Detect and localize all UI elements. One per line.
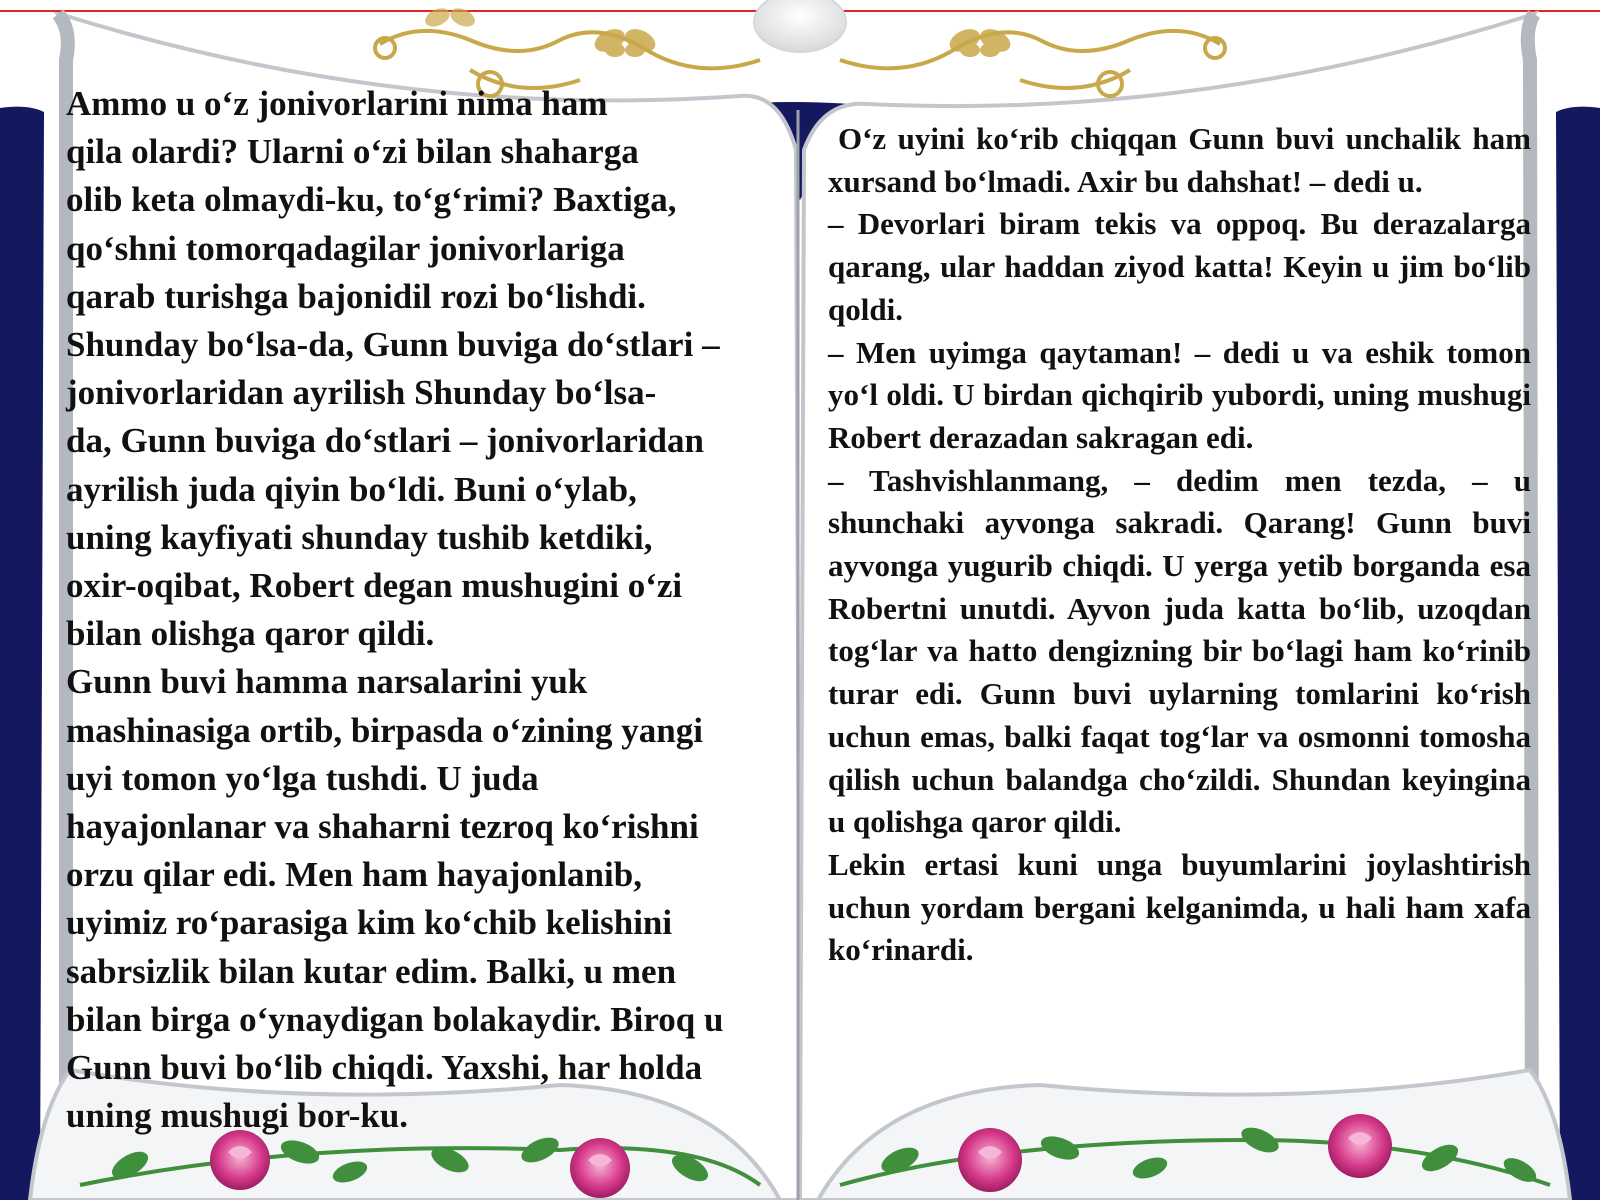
text-line: uning mushugi bor-ku. — [66, 1096, 409, 1136]
paragraph: Lekin ertasi kuni unga buyumlarini joylashtirish uchun yordam bergani kelganimda, u hali ham xafa ko‘rinardi. — [828, 846, 1531, 968]
right-page-text — [828, 118, 1531, 972]
text-line: uyi tomon yo‘lga tushdi. U juda — [66, 758, 539, 798]
text-line: mashinasiga ortib, birpasda o‘zining yangi — [66, 710, 703, 750]
text-line: bilan birga o‘ynaydigan bolakaydir. Biroq u — [66, 999, 724, 1039]
text-line: Shunday bo‘lsa-da, Gunn buviga do‘stlari – — [66, 325, 720, 365]
text-line: da, Gunn buviga do‘stlari – jonivorlaridan — [66, 421, 704, 461]
text-line: Ammo u o‘z jonivorlarini nima ham — [66, 84, 608, 123]
text-line: jonivorlaridan ayrilish Shunday bo‘lsa- — [66, 373, 657, 413]
text-line: oxir-oqibat, Robert degan mushugini o‘zi — [66, 566, 683, 606]
left-page-text — [66, 80, 816, 1140]
text-line: hayajonlanar va shaharni tezroq ko‘rishni — [66, 807, 699, 847]
rose-icon — [958, 1128, 1022, 1192]
paragraph: – Devorlari biram tekis va oppoq. Bu derazalarga qarang, ular haddan ziyod katta! Keyin u jim bo‘lib qoldi. — [828, 206, 1531, 327]
text-line: ayrilish juda qiyin bo‘ldi. Buni o‘ylab, — [66, 469, 637, 509]
text-line: uning kayfiyati shunday tushib ketdiki, — [66, 517, 653, 557]
text-line: qila olardi? Ularni o‘zi bilan shaharga — [66, 132, 639, 172]
text-line: Gunn buvi hamma narsalarini yuk — [66, 662, 588, 702]
butterfly-icon — [946, 25, 1014, 57]
cover-left — [0, 107, 44, 1200]
paragraph: – Men uyimga qaytaman! – dedi u va eshik tomon yo‘l oldi. U birdan qichqirib yubordi, uning mushugi Robert derazadan sakragan edi. — [828, 334, 1531, 455]
pearl-ornament — [754, 0, 846, 52]
text-line: qo‘shni tomorqadagilar jonivorlariga — [66, 228, 625, 268]
paragraph: O‘z uyini ko‘rib chiqqan Gunn buvi unchalik ham xursand bo‘lmadi. Axir bu dahshat! – dedi u. — [828, 121, 1531, 199]
butterfly-icon — [422, 5, 477, 30]
rose-icon — [570, 1138, 630, 1198]
text-line: bilan olishga qaror qildi. — [66, 614, 435, 654]
text-line: orzu qilar edi. Men ham hayajonlanib, — [66, 855, 642, 895]
text-line: olib keta olmaydi-ku, to‘g‘rimi? Baxtiga, — [66, 180, 677, 220]
text-line: sabrsizlik bilan kutar edim. Balki, u men — [66, 951, 677, 991]
paragraph: – Tashvishlanmang, – dedim men tezda, – u shunchaki ayvonga sakradi. Qarang! Gunn buvi ayvonga yugurib chiqdi. U yerga yetib borganda esa Robertni unutdi. Ayvon juda katta bo‘lib, uzoqdan tog‘lar va hatto dengizning bir bo‘lagi ham ko‘rinib turar edi. Gunn buvi uylarning tomlarini ko‘rish uchun emas, balki faqat tog‘lar va osmonni tomosha qilish uchun balandga cho‘zildi. Shundan keyingina u qolishga qaror qildi. — [828, 462, 1531, 840]
text-line: Gunn buvi bo‘lib chiqdi. Yaxshi, har holda — [66, 1048, 703, 1088]
text-line: qarab turishga bajonidil rozi bo‘lishdi. — [66, 276, 646, 316]
rose-icon — [1328, 1114, 1392, 1178]
cover-right — [1556, 107, 1600, 1200]
text-line: uyimiz ro‘parasiga kim ko‘chib kelishini — [66, 903, 673, 943]
